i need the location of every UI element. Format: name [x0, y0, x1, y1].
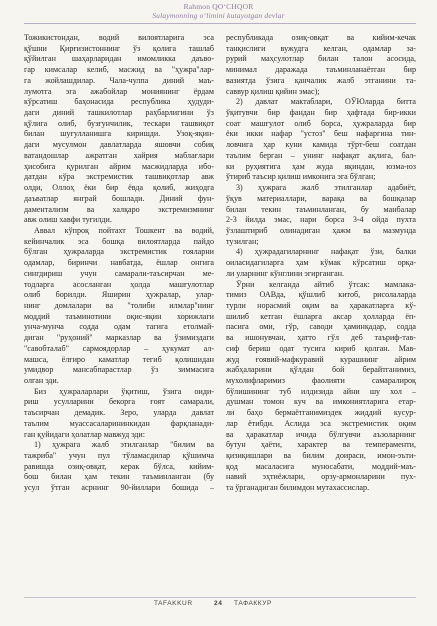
text-line: равишда озиқ-овқат, керак бўлса, кийим-	[24, 461, 214, 471]
text-line: танқислиги вужудга келган, одамлар за-	[226, 43, 416, 53]
text-line: ҳисобига қурилган айрим масжидларда ибо-	[24, 161, 214, 171]
text-line: Аввал кўпроқ пойтахт Тошкент ва водий,	[34, 225, 214, 235]
text-line: ва ҳаракатлар ичида бўлгувчи аъзоларнинг	[226, 429, 416, 439]
header-title: Sulaymonning o‘limini kutayotgan devlar	[152, 11, 285, 20]
header-author: Rahmon QO‘CHQOR	[183, 2, 254, 11]
text-line: 3) ҳужрага жалб этилганлар адабиёт,	[236, 183, 416, 193]
text-line: сиф бериш одат тусига кириб қолган. Мав-	[226, 343, 416, 353]
text-line: бўлган ҳужраларда экстремистик гояларни	[24, 247, 214, 257]
right-column	[226, 33, 416, 494]
text-line: гар кимсалар келиб, масжид ва "ҳужра"лар-	[24, 65, 214, 75]
left-column	[24, 33, 214, 494]
text-line: 1) ҳужрага жалб этилганлар "билим ва	[34, 440, 214, 450]
text-line: усул ўтган асрнинг 90-йиллари бошида –	[24, 483, 214, 493]
text-line: қўйилган шаҳарларидан имомликка даъво-	[24, 54, 214, 64]
text-line: 2) давлат мактаблари, ОЎЮларда битта	[236, 97, 416, 107]
text-line: қод масаласига муносабати, моддий-маъ-	[226, 461, 416, 471]
text-line: рурий маҳсулотлар билан талон асосида,	[226, 54, 416, 64]
text-line: "савобталаб" сармоядорлар – ҳукумат ал-	[24, 343, 214, 353]
text-line: даъватлар янграй бошлади. Диний фун-	[24, 193, 214, 203]
text-line: га жойлашдилар. Чала-чулпа диний маъ-	[24, 75, 214, 85]
text-line: ўзлаштириб олинадиган ҳажм ва мазмунда	[226, 225, 416, 235]
text-line: бутун ҳаёти, характер ва темпераменти,	[226, 440, 416, 450]
text-line: жабҳаларини қўлдан бой берайтганимиз,	[226, 365, 416, 375]
text-line: риш усулларини бекорга ғоят самарали,	[24, 397, 214, 407]
text-line: Биз ҳужраларлари ўқитиш, ўзига оиди-	[34, 386, 214, 396]
text-line: ган қуйидаги ҳолатлар мавжуд эди:	[24, 429, 146, 439]
text-line: машса, ёлғиро каматлар тегиб қолишидан	[24, 354, 214, 364]
text-line: нинг домлалари ва "толиби илмлар"нинг	[24, 300, 214, 310]
text-line: 2-3 йилда эмас, нари борса 3-4 ойда пухта	[226, 215, 416, 225]
text-line: одамлар, биринчи навбатда, ёшлар онгига	[24, 258, 214, 268]
text-line: ва ишонувчан, ҳатто гўл деб таъриф-тав-	[226, 333, 416, 343]
text-line: даги мусулмон давлатларда яшовчи собиқ	[24, 140, 214, 150]
text-line: қизиқишлари ва билим доираси, имон-эъти-	[226, 451, 416, 461]
text-line: ли уларнинг кўнглини эгирганган.	[226, 268, 345, 278]
text-line: таълим муассасаларининкидан фарқланади-	[24, 418, 214, 428]
text-line: мухолифларимиз фаолияти самаралироқ	[226, 376, 416, 385]
text-line: Тожикистондан, водий вилоятларига эса	[24, 33, 214, 42]
text-line: қўшни Қирғизистоннинг ўз қолига ташлаб	[24, 43, 214, 53]
running-header	[0, 2, 437, 20]
text-line: тажриба" учун пул тўламасдилар қўшимча	[24, 451, 214, 461]
text-line: ўтириб таъсир қилиш имконига эга бўлган;	[226, 172, 376, 182]
text-line: билан шуғулланишга киришди. Узоқ-яқин-	[24, 129, 214, 139]
text-line: авж олиш хавфи туғилди.	[24, 215, 112, 225]
text-line: тузилган;	[226, 236, 259, 246]
text-line: бўлишининг туб илдизида айни шу хол –	[226, 386, 416, 396]
text-line: оиласидагиларга ҳам кўмак кўрсатиш орқа-	[226, 258, 416, 268]
text-line: Ўрни келганда айтиб ўтсак: мамлака-	[236, 279, 416, 289]
text-line: пасига оми, гўр, саводи ҳаминқадар, содда	[226, 322, 416, 332]
text-line: тодларга асосланган ҳолда машғулотлар	[24, 279, 214, 289]
text-line: навий эҳтиёжлари, орзу-армонларини пух-	[226, 472, 416, 482]
text-line: жуд ғоявий-мафкуравий курашнинг айрим	[226, 354, 416, 364]
text-line: 4) ҳужрадагиларнинг нафақат ўзи, балки	[236, 247, 416, 257]
page-number: 24	[214, 600, 223, 607]
text-line: вазиятда ўзига қанчалик жалб этганини та-	[226, 75, 416, 85]
footer-journal-cyrillic: ТАФАККУР	[234, 600, 272, 607]
text-line: ёки икки нафар "устоз" беш нафаргина тин-	[226, 129, 416, 139]
text-line: диган "руҳоний" марказлар ва ўзимиздаги	[24, 333, 214, 343]
text-line: ўқитувчи бир фандан бир ҳафтада бир-икки	[226, 108, 416, 118]
text-line: бош билан ҳам текин таъминланган (бу	[24, 472, 214, 482]
text-line: турли норасмий оқим ва ҳаракатларга кў-	[226, 300, 416, 310]
text-line: соат машғулот олиб борса, ҳужраларда бир	[226, 118, 416, 128]
text-line: таълим берган – унинг нафақат ақлига, бал-	[226, 150, 416, 160]
text-line: таъсирчан демадик. Зеро, уларда давлат	[24, 408, 214, 418]
text-line: кейинчалик эса бошқа вилоятларда пайдо	[24, 236, 214, 246]
text-line: лар ётибди. Аслида эса экстремистик оқим	[226, 418, 416, 428]
footer-journal-latin: TAFAKKUR	[154, 600, 193, 607]
text-line: лумотга эга ажабойлар мониянинг ёрдам	[24, 86, 214, 96]
text-line: умидвор мансабпарастлар ўз зиммасига	[24, 365, 214, 375]
text-line: минимал даражада таъминланаётган бир	[226, 65, 416, 75]
text-line: ўқув материаллари, варақа ва бошқалар	[226, 193, 416, 203]
text-line: душман томон куч ва имкониятларига етар-	[226, 397, 416, 407]
text-line: олган эди.	[24, 376, 59, 385]
text-line: ватандошлар ажратган хайрия маблағлари	[24, 150, 214, 160]
text-line: республикада озиқ-овқат ва кийим-кечак	[226, 33, 416, 42]
text-line: қўлига олиб, бузғунчилик, тескари ташвиқот	[24, 118, 214, 128]
text-line: олди, Оллоҳ ёки бир ёвда қолиб, жиҳодга	[24, 183, 214, 193]
text-line: шилиб кетган ёшларга аксар ҳолларда ёп-	[226, 311, 416, 321]
text-line: унча-мунча содда одам тагига етолмай-	[24, 322, 214, 332]
text-line: датдан кўра экстремистик ташвиқотлар авж	[24, 172, 214, 182]
header-divider	[24, 23, 416, 24]
text-line: сингдириш учун самарали-таъсирчан ме-	[24, 268, 214, 278]
text-line: тимиз ОАВда, қўшлиб китоб, рисолаларда	[226, 290, 416, 300]
text-line: ки руҳиятига ҳам жуда яқиндан, юзма-юз	[226, 161, 416, 171]
text-line: моддий таъминотини оқис-яқин хорижлаги	[24, 311, 214, 321]
text-line: даги диний ташкилотлар раҳбарлигини ўз	[24, 108, 214, 118]
text-line: ловчига ҳар куни камида тўрт-беш соатдан	[226, 140, 416, 150]
text-line: билан текин таъминланган, бу манбалар	[226, 204, 416, 214]
text-line: саввур қилиш қийин эмас);	[226, 86, 320, 96]
text-line: та ўрганадиган билимдон мутахассислар.	[226, 483, 370, 493]
text-line: олиб борилди. Яширин ҳужралар, улар-	[24, 290, 214, 300]
text-line: кўрсатиш баҳонасида республика ҳудуди-	[24, 97, 214, 107]
page-footer	[0, 598, 437, 612]
text-line: даментализм ва халқаро экстремизмнинг	[24, 204, 214, 214]
text-line: ли баҳо бермаётганимиздек жиддий кусур-	[226, 408, 416, 418]
